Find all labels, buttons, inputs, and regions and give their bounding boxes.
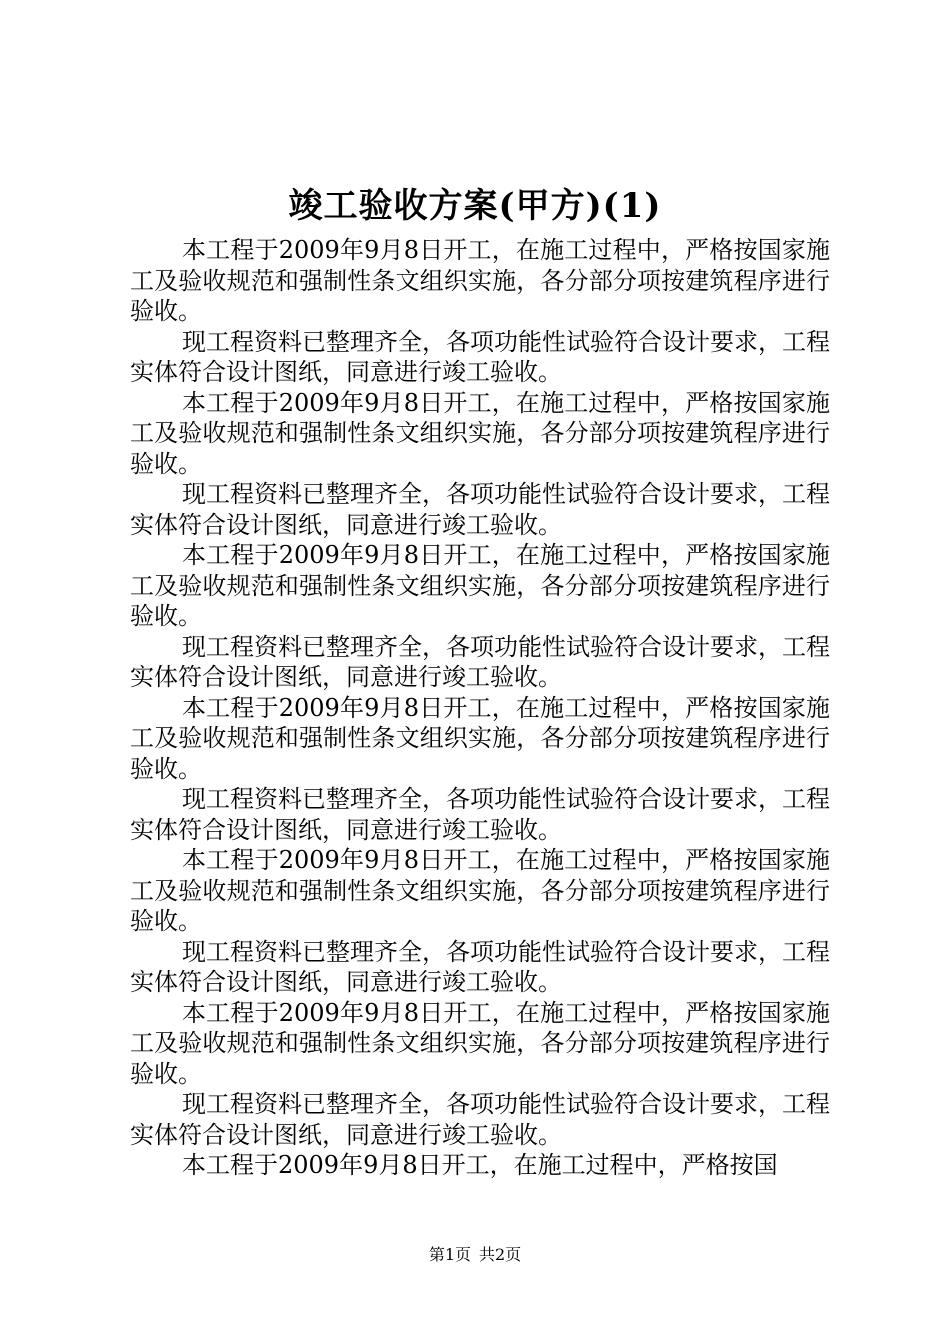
body-paragraph: 本工程于2009年9月8日开工，在施工过程中，严格按国家施工及验收规范和强制性条文组织实施，各分部分项按建筑程序进行验收。	[130, 541, 830, 630]
body-paragraph: 现工程资料已整理齐全，各项功能性试验符合设计要求，工程实体符合设计图纸，同意进行竣工验收。	[130, 327, 830, 386]
document-body	[130, 235, 830, 1181]
page-footer	[0, 1243, 950, 1267]
body-paragraph: 本工程于2009年9月8日开工，在施工过程中，严格按国家施工及验收规范和强制性条文组织实施，各分部分项按建筑程序进行验收。	[130, 998, 830, 1088]
body-paragraph: 现工程资料已整理齐全，各项功能性试验符合设计要求，工程实体符合设计图纸，同意进行竣工验收。	[130, 785, 830, 844]
document-title: 竣工验收方案(甲方)(1)	[288, 186, 662, 226]
body-paragraph: 本工程于2009年9月8日开工，在施工过程中，严格按国	[182, 1151, 778, 1179]
body-paragraph: 本工程于2009年9月8日开工，在施工过程中，严格按国家施工及验收规范和强制性条文组织实施，各分部分项按建筑程序进行验收。	[130, 236, 830, 325]
body-paragraph: 现工程资料已整理齐全，各项功能性试验符合设计要求，工程实体符合设计图纸，同意进行竣工验收。	[130, 480, 830, 539]
page-total: 共2页	[479, 1245, 522, 1264]
body-paragraph: 本工程于2009年9月8日开工，在施工过程中，严格按国家施工及验收规范和强制性条文组织实施，各分部分项按建筑程序进行验收。	[130, 693, 830, 783]
body-paragraph: 现工程资料已整理齐全，各项功能性试验符合设计要求，工程实体符合设计图纸，同意进行竣工验收。	[130, 1090, 830, 1149]
page-number: 第1页	[428, 1245, 471, 1264]
body-paragraph: 现工程资料已整理齐全，各项功能性试验符合设计要求，工程实体符合设计图纸，同意进行竣工验收。	[130, 632, 830, 691]
body-paragraph: 本工程于2009年9月8日开工，在施工过程中，严格按国家施工及验收规范和强制性条文组织实施，各分部分项按建筑程序进行验收。	[130, 388, 830, 478]
body-paragraph: 本工程于2009年9月8日开工，在施工过程中，严格按国家施工及验收规范和强制性条文组织实施，各分部分项按建筑程序进行验收。	[130, 846, 830, 935]
body-paragraph: 现工程资料已整理齐全，各项功能性试验符合设计要求，工程实体符合设计图纸，同意进行竣工验收。	[130, 937, 830, 996]
